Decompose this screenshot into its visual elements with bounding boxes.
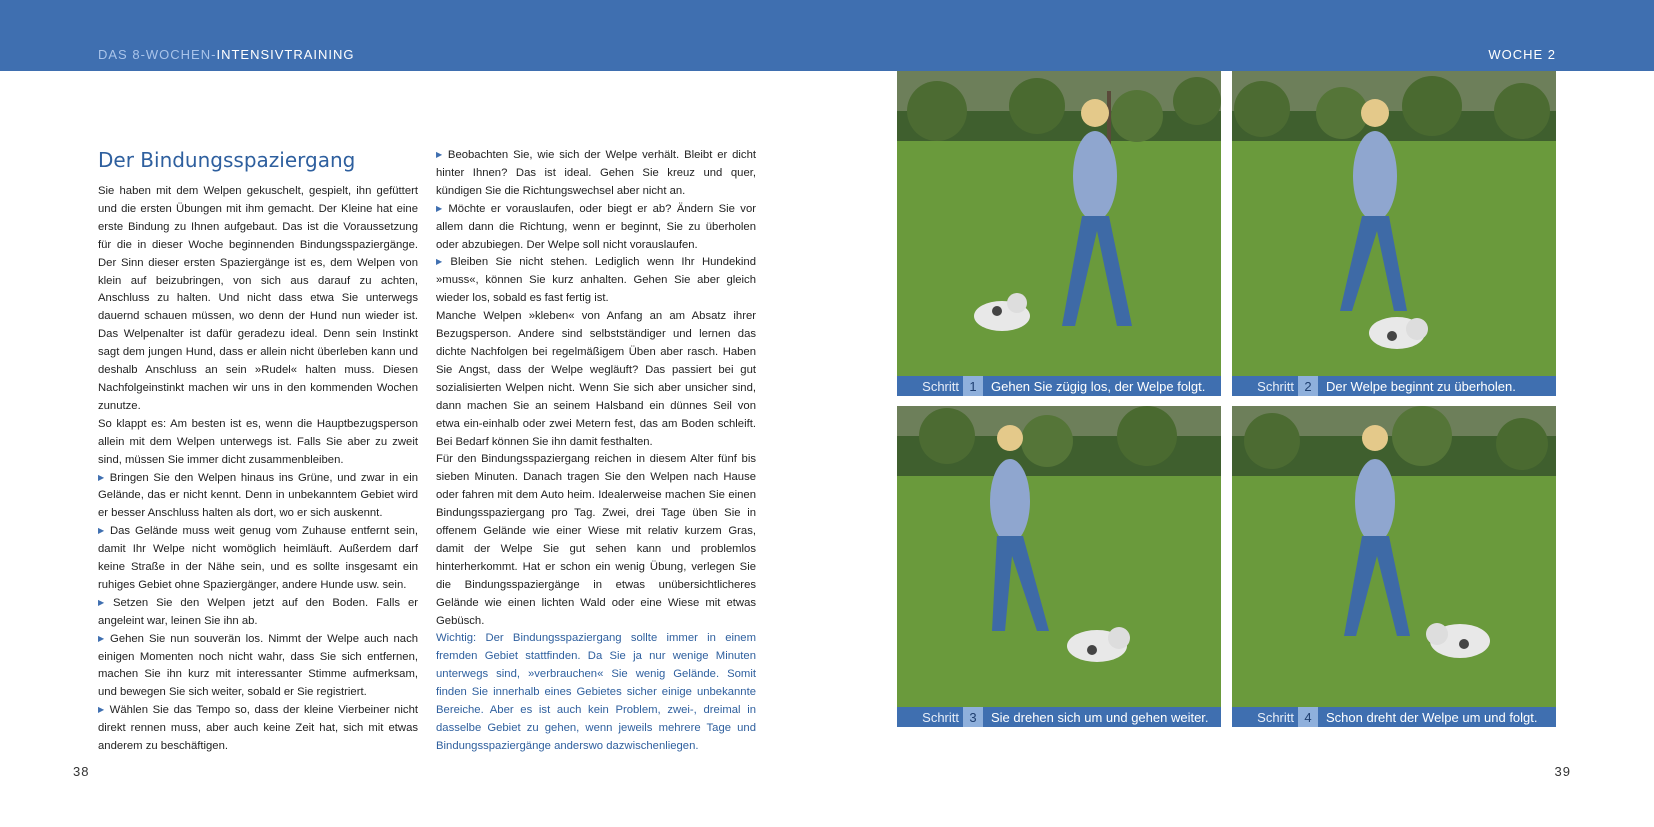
bullet-item: [98, 702, 418, 756]
bullet-item: [98, 523, 418, 595]
section-label: [98, 47, 355, 62]
caption-text: Schon dreht der Welpe um und folgt.: [1326, 709, 1538, 725]
photo-step-3: [897, 406, 1221, 727]
photo-image: [897, 71, 1221, 396]
triangle-bullet-icon: ▶: [436, 150, 444, 159]
paragraph: Sie haben mit dem Welpen gekuschelt, gespielt, ihn gefüttert und die ersten Übungen mit ihm gemacht. Der Kleine hat eine erste Bindung zu Ihnen aufgebaut. Das ist die Voraussetzung für die in dieser Woche beginnenden Bindungsspaziergänge. Der Sinn dieser ersten Spaziergänge ist es, dem Welpen von klein auf beizubringen, von sich aus darauf zu achten, Anschluss zu halten. Und nicht dass etwa Sie unterwegs dauernd schauen müssen, wo denn der Hund nun wieder ist. Das Welpenalter ist dafür geradezu ideal. Denn sein Instinkt sagt dem jungen Hund, dass er allein nicht überleben kann und deshalb Anschluss an sein »Rudel« halten muss. Diesen Nachfolgeinstinkt machen wir uns in den kommenden Wochen zunutze.: [98, 185, 418, 412]
photo-caption: [1232, 707, 1556, 727]
page-number-right: 39: [1554, 764, 1571, 779]
text-column-left: [98, 183, 418, 756]
caption-step-number: 3: [963, 707, 983, 727]
section-label-prefix: DAS 8-WOCHEN-: [98, 47, 217, 62]
paragraph: So klappt es: Am besten ist es, wenn die Hauptbezugsperson allein mit dem Welpen unterwegs ist. Falls Sie aber zu zweit sind, müssen Sie immer dicht zusammenbleiben.: [98, 417, 418, 466]
caption-text: Der Welpe beginnt zu überholen.: [1326, 378, 1516, 394]
caption-step-number: 4: [1298, 707, 1318, 727]
bullet-text: Wählen Sie das Tempo so, dass der kleine Vierbeiner nicht direkt rennen muss, aber auch keine Zeit hat, sich mit etwas anderem zu beschäftigen.: [98, 704, 418, 753]
photo-image: [897, 406, 1221, 727]
paragraph: Manche Welpen »kleben« von Anfang an am Absatz ihrer Bezugsperson. Andere sind selbstständiger und lernen das dichte Nachfolgen bei regelmäßigem Üben aber rasch. Haben Sie Angst, dass der Welpe wegläuft? Das passiert bei gut sozialisierten Welpen nicht. Wenn Sie sich aber unsicher sind, dann machen Sie an seinem Halsband ein dünnes Seil von etwa ein-einhalb oder zwei Metern fest, das am Boden schleift. Bei Bedarf können Sie ihn damit festhalten.: [436, 310, 756, 448]
photo-step-2: [1232, 71, 1556, 396]
caption-step-word: Schritt: [1257, 709, 1294, 725]
photo-step-1: [897, 71, 1221, 396]
photo-step-4: [1232, 406, 1556, 727]
triangle-bullet-icon: ▶: [436, 257, 447, 267]
bullet-text: Das Gelände muss weit genug vom Zuhause entfernt sein, damit Ihr Welpe nicht womöglich heimläuft. Außerdem darf keine Straße in der Nähe sein, und es sollte insgesamt ein ruhiges Gebiet ohne Spaziergänger, andere Hunde usw. sein.: [98, 525, 418, 591]
caption-step-number: 2: [1298, 376, 1318, 396]
bullet-text: Bringen Sie den Welpen hinaus ins Grüne, und zwar in ein Gelände, das er nicht kennt. Denn in unbekanntem Gebiet wird er besser Anschluss halten als dort, wo er sich auskennt.: [98, 471, 419, 520]
triangle-bullet-icon: ▶: [98, 633, 107, 643]
triangle-bullet-icon: ▶: [98, 472, 106, 482]
photo-caption: [897, 707, 1221, 727]
bullet-item: [436, 254, 756, 308]
bullet-text: Bleiben Sie nicht stehen. Lediglich wenn Ihr Hundekind »muss«, können Sie kurz anhalten. Gehen Sie aber gleich wieder los, sobald es fast fertig ist.: [436, 256, 756, 305]
tip-box: Wichtig: Der Bindungsspaziergang sollte immer in einem fremden Gebiet stattfinden. Da Sie ja nur wenige Minuten unterwegs sind, »verbrauchen« Sie wenig Gelände. Somit finden Sie innerhalb eines Gebietes sicher einige unbekannte Bereiche. Aber es ist auch kein Problem, zwei-, dreimal in dasselbe Gebiet zu gehen, wenn jeweils mehrere Tage und Bindungsspaziergänge anderswo dazwischenliegen.: [436, 632, 756, 752]
paragraph: Für den Bindungsspaziergang reichen in diesem Alter fünf bis sieben Minuten. Danach tragen Sie den Welpen nach Hause oder fahren mit dem Auto heim. Idealerweise machen Sie einen Bindungsspaziergang pro Tag. Zwei, drei Tage üben Sie in offenem Gelände wie einer Wiese mit relativ kurzem Gras, damit der Welpe Sie gut sehen kann und problemlos hinterherkommt. Hat er schon ein wenig Übung, verlegen Sie die Bindungsspaziergänge in etwas unübersichtlicheres Gelände wie einen lichten Wald oder eine Wiese mit etwas Gebüsch.: [436, 453, 756, 627]
article-title: Der Bindungsspaziergang: [98, 148, 356, 172]
caption-step-word: Schritt: [922, 709, 959, 725]
bullet-item: [436, 201, 756, 255]
bullet-item: [98, 595, 418, 631]
caption-text: Sie drehen sich um und gehen weiter.: [991, 709, 1209, 725]
triangle-bullet-icon: ▶: [436, 203, 445, 213]
caption-text: Gehen Sie zügig los, der Welpe folgt.: [991, 378, 1206, 394]
bullet-text: Beobachten Sie, wie sich der Welpe verhält. Bleibt er dicht hinter Ihnen? Das ist ideal. Gehen Sie kreuz und quer, kündigen Sie die Richtungswechsel aber nicht an.: [436, 149, 756, 197]
week-label: WOCHE 2: [1488, 47, 1556, 62]
caption-step-number: 1: [963, 376, 983, 396]
header-bar: [0, 0, 1654, 71]
text-column-right: [436, 147, 756, 756]
triangle-bullet-icon: ▶: [98, 597, 109, 607]
photo-image: [1232, 71, 1556, 396]
caption-step-word: Schritt: [1257, 378, 1294, 394]
photo-image: [1232, 406, 1556, 727]
photo-caption: [1232, 376, 1556, 396]
bullet-item: [436, 147, 756, 201]
bullet-text: Gehen Sie nun souverän los. Nimmt der Welpe auch nach einigen Momenten noch nicht wahr, dass Sie sich entfernen, machen Sie ihn kurz mit interessanter Stimme aufmerksam, und bewegen Sie sich weiter, sobald er Sie registriert.: [98, 632, 418, 699]
page-number-left: 38: [73, 764, 90, 779]
caption-step-word: Schritt: [922, 378, 959, 394]
triangle-bullet-icon: ▶: [98, 705, 106, 715]
photo-caption: [897, 376, 1221, 396]
section-label-main: INTENSIVTRAINING: [216, 47, 355, 62]
bullet-item: [98, 470, 418, 524]
triangle-bullet-icon: ▶: [98, 526, 106, 536]
bullet-text: Setzen Sie den Welpen jetzt auf den Boden. Falls er angeleint war, leinen Sie ihn ab.: [98, 596, 419, 627]
bullet-text: Möchte er vorauslaufen, oder biegt er ab? Ändern Sie vor allem dann die Richtung, wenn er beginnt, Sie zu überholen oder abzubiegen. Der Welpe soll nicht vorauslaufen.: [436, 202, 756, 251]
bullet-item: [98, 631, 418, 703]
